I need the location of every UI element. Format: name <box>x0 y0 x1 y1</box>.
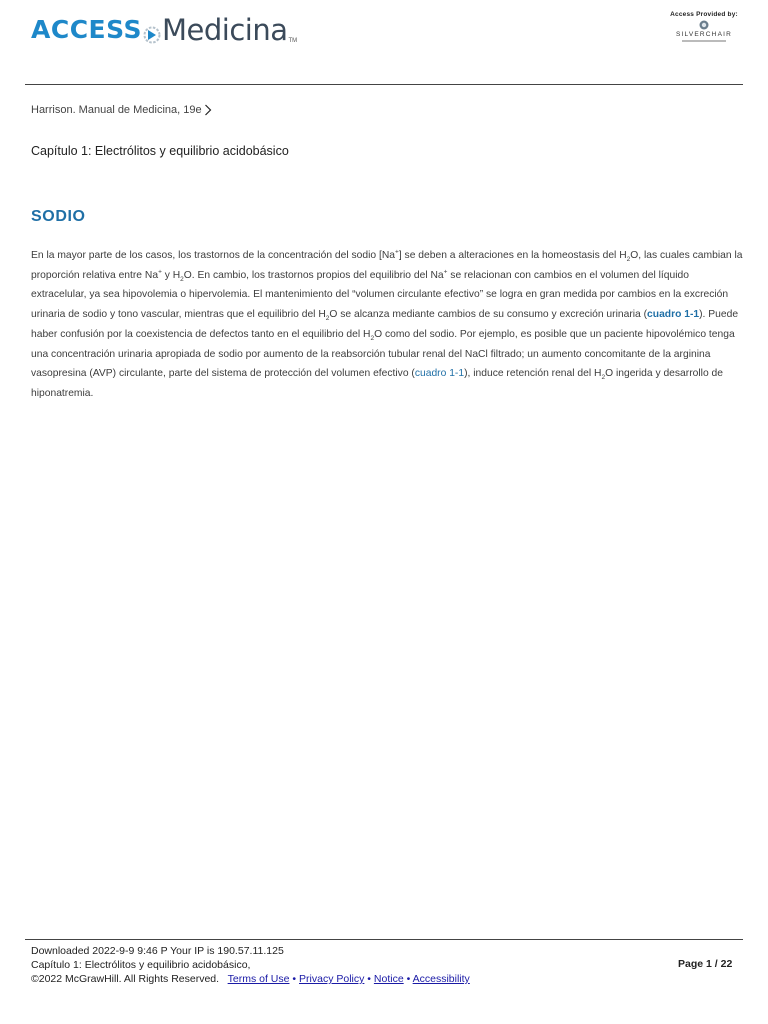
accessibility-link[interactable]: Accessibility <box>412 973 470 985</box>
access-provider-badge <box>664 11 744 42</box>
logo-medicina-text: Medicina <box>162 13 288 47</box>
text-run: O. En cambio, los trastornos propios del equilibrio del Na <box>183 269 444 281</box>
notice-link[interactable]: Notice <box>373 973 404 985</box>
trademark-mark: TM <box>288 38 298 44</box>
text-run: ). Puede haber confusión por la coexistencia de defectos tanto en el equilibrio del H <box>31 309 739 340</box>
text-run: y H <box>161 269 181 281</box>
subscript: 2 <box>325 315 330 323</box>
page-number: Page 1 / 22 <box>678 958 733 970</box>
text-run: O como del sodio. Por ejemplo, es posible que un paciente hipovolémico tenga una concentración urinaria apropiada de sodio por aumento de la reabsorción tubular renal del NaCl filtrado; un aumento concomitante de la arginina vasopresina (AVP) circulante, parte del sistema de protección del volumen efectivo ( <box>31 328 735 380</box>
bullet-separator: • <box>292 973 297 985</box>
provider-name: SILVERCHAIR <box>675 31 733 38</box>
breadcrumb-book-title[interactable]: Harrison. Manual de Medicina, 19e <box>31 104 202 116</box>
bullet-separator: • <box>367 973 371 985</box>
privacy-policy-link[interactable]: Privacy Policy <box>299 973 365 985</box>
subscript: 2 <box>626 256 631 264</box>
text-run: ), induce retención renal del H <box>464 368 602 380</box>
text-run: ] se deben a alteraciones en la homeostasis del H <box>398 250 627 261</box>
subscript: 2 <box>180 275 184 283</box>
subscript: 2 <box>370 334 375 342</box>
superscript: + <box>395 248 399 256</box>
terms-of-use-link[interactable]: Terms of Use <box>227 973 290 985</box>
page-footer <box>31 944 731 986</box>
gear-arrow-icon <box>143 24 161 46</box>
text-run: O ingerida y desarrollo de hiponatremia. <box>31 368 723 399</box>
bullet-separator: • <box>406 973 411 985</box>
body-paragraph <box>31 246 743 404</box>
text-run: se relacionan con cambios en el volumen del líquido extracelular, ya sea hipovolemia o hipervolemia. El mantenimiento del “volumen circulante efectivo” se logra en gran medida por cambios en la excreción urinaria de sodio y tono vascular, mientras que el equilibrio del H <box>31 269 729 321</box>
copyright: ©2022 McGrawHill. All Rights Reserved. <box>31 973 220 985</box>
chapter-title: Capítulo 1: Electrólitos y equilibrio acidobásico <box>31 144 289 158</box>
text-run: En la mayor parte de los casos, los trastornos de la concentración del sodio [Na <box>31 250 396 261</box>
footer-chapter: Capítulo 1: Electrólitos y equilibrio acidobásico, <box>31 959 251 971</box>
superscript: + <box>443 268 448 276</box>
chevron-right-icon <box>204 104 212 116</box>
header-divider <box>25 84 743 85</box>
cuadro-link[interactable]: cuadro 1-1 <box>414 368 465 380</box>
provider-label: Access Provided by: <box>670 11 738 18</box>
download-info: Downloaded 2022-9-9 9:46 P Your IP is 190.57.11.125 <box>31 945 284 957</box>
section-heading: SODIO <box>31 208 86 225</box>
access-medicina-logo[interactable] <box>31 10 297 50</box>
subscript: 2 <box>601 374 606 382</box>
superscript: + <box>158 268 162 276</box>
text-run: O se alcanza mediante cambios de su consumo y excreción urinaria ( <box>329 309 648 321</box>
cuadro-link[interactable]: cuadro 1-1 <box>647 309 700 321</box>
footer-legal-line <box>31 972 731 986</box>
silverchair-crest-icon <box>699 20 709 30</box>
provider-tagline-bar <box>682 40 726 42</box>
text-run: O, las cuales cambian la proporción relativa entre Na <box>31 250 743 281</box>
footer-divider <box>25 939 743 940</box>
breadcrumb[interactable] <box>31 104 212 116</box>
logo-access-text: ACCESS <box>31 15 143 44</box>
